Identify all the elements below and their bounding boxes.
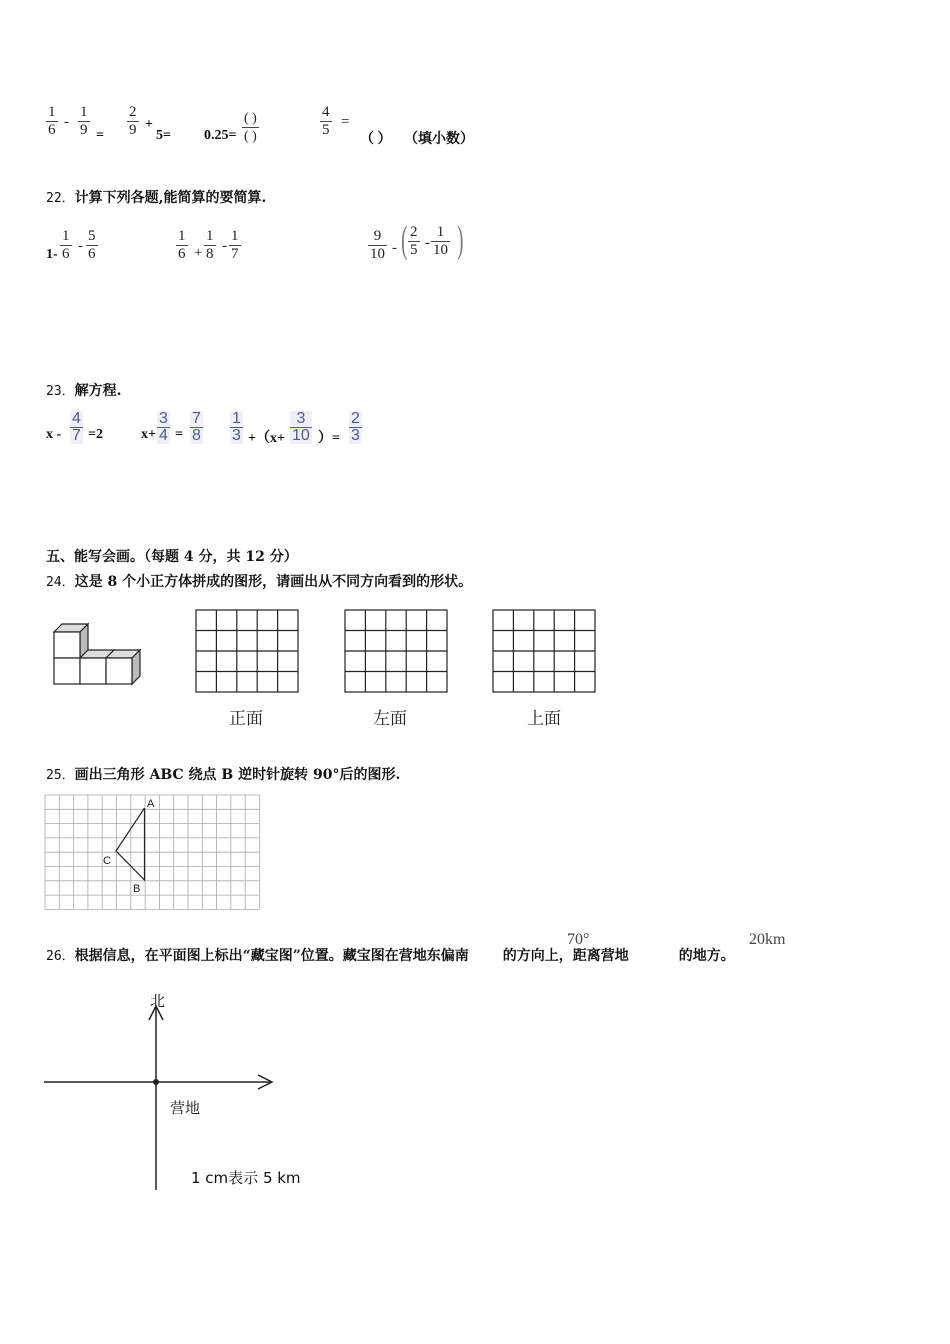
- fraction: $\frac{1}{10}$: [433, 224, 448, 258]
- fraction: 3 4: [159, 410, 168, 444]
- fraction: 4 7: [72, 410, 81, 444]
- north-label: 北: [150, 992, 166, 1010]
- q23-heading: [46, 380, 122, 400]
- compass-map[interactable]: [44, 990, 284, 1195]
- q22-heading: [46, 187, 266, 207]
- left-view-label: 左面: [373, 709, 407, 728]
- fraction: 1 3: [232, 410, 241, 444]
- q26-heading: 26．根据信息，在平面图上标出“藏宝图”位置。藏宝图在营地东偏南 的方向上，距离营地 的地方。: [46, 948, 735, 964]
- top-view-grid[interactable]: [492, 609, 597, 695]
- question-number: 25．: [46, 768, 75, 783]
- rotation-grid[interactable]: [44, 794, 262, 910]
- cube-figure: [46, 612, 151, 690]
- fraction: $\frac{1}{8}$: [206, 228, 214, 262]
- question-number: 22．: [46, 191, 75, 206]
- point-b-label: B: [133, 883, 141, 895]
- fraction: $\frac{5}{6}$: [88, 228, 96, 262]
- front-view-grid[interactable]: [195, 609, 300, 695]
- point-c-label: C: [103, 855, 111, 867]
- fraction: 7 8: [192, 410, 201, 444]
- blank-fraction: ( ) ( ): [244, 111, 257, 144]
- question-title: 画出三角形 ABC 绕点 B 逆时针旋转 90°后的图形.: [74, 767, 401, 783]
- fraction: $\frac{9}{10}$: [370, 228, 385, 262]
- fraction: $\frac{1}{7}$: [231, 228, 239, 262]
- fraction: $\frac{1}{9}$: [80, 104, 88, 138]
- fraction: $\frac{2}{9}$: [129, 104, 137, 138]
- section-title: 五、能写会画。（每题 4 分，共 12 分）: [46, 549, 298, 565]
- fraction: $\frac{2}{5}$: [410, 224, 418, 258]
- fraction: $\frac{1}{6}$: [178, 228, 186, 262]
- point-a-label: A: [147, 798, 155, 810]
- fraction: 3 10: [292, 410, 310, 444]
- question-title: 计算下列各题,能简算的要简算.: [74, 190, 267, 206]
- angle-value: 70°: [567, 931, 590, 948]
- left-view-grid[interactable]: [344, 609, 449, 695]
- camp-label: 营地: [170, 1099, 201, 1117]
- fraction: $\frac{1}{6}$: [48, 104, 56, 138]
- fraction: $\frac{1}{6}$: [62, 228, 70, 262]
- camp-point: [153, 1079, 159, 1085]
- triangle-abc: [116, 808, 145, 880]
- distance-value: 20km: [749, 931, 786, 948]
- question-number: 24．: [46, 575, 75, 590]
- right-parenthesis: ): [457, 219, 464, 261]
- question-number: 26．: [46, 949, 75, 964]
- fraction: $\frac{4}{5}$: [322, 104, 330, 138]
- scale-label: 1 cm表示 5 km: [191, 1169, 301, 1187]
- fraction: 2 3: [351, 410, 360, 444]
- front-view-label: 正面: [229, 709, 263, 728]
- question-number: 23．: [46, 384, 75, 399]
- q24-heading: [46, 571, 472, 591]
- question-title: 这是 8 个小正方体拼成的图形，请画出从不同方向看到的形状。: [74, 574, 473, 590]
- question-title: 解方程.: [74, 383, 122, 399]
- top-view-label: 上面: [527, 709, 561, 728]
- q25-heading: [46, 764, 400, 784]
- left-parenthesis: (: [401, 219, 408, 261]
